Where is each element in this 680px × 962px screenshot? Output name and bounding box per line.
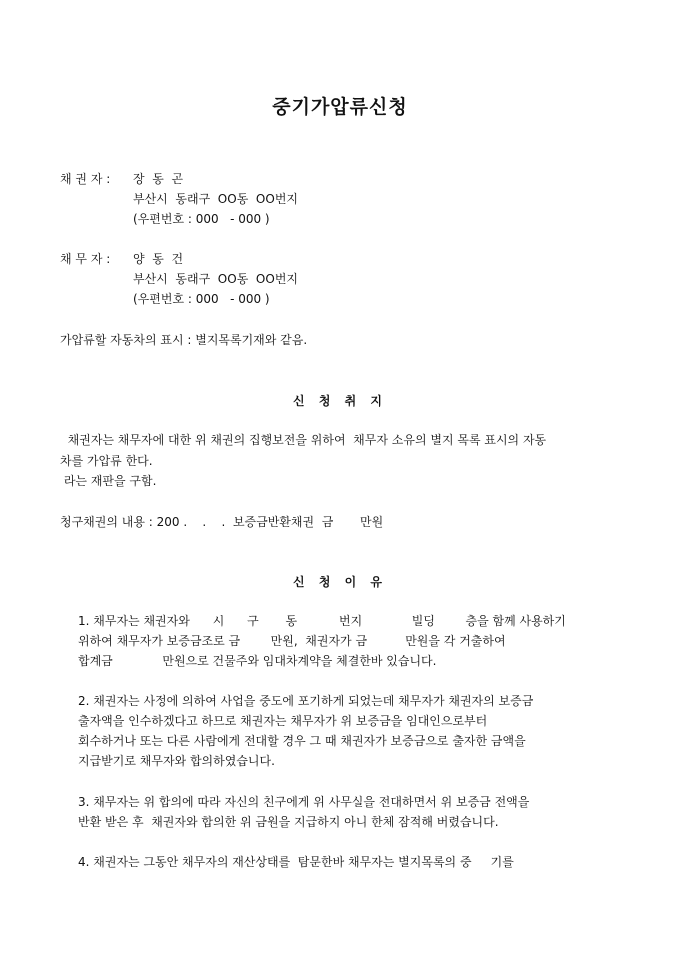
reason-line: 4. 채권자는 그동안 채무자의 재산상태를 탐문한바 채무자는 별지목록의 중 기를 [78, 855, 514, 869]
debtor-address: 부산시 동래구 OO동 OO번지 [133, 272, 298, 286]
creditor-postal: (우편번호 : 000 - 000 ) [133, 212, 270, 226]
debtor-postal: (우편번호 : 000 - 000 ) [133, 292, 270, 306]
purpose-heading: 신 청 취 지 [293, 394, 387, 408]
reason-line: 지급받기로 채무자와 합의하였습니다. [78, 754, 275, 768]
purpose-line: 채권자는 채무자에 대한 위 채권의 집행보전을 위하여 채무자 소유의 별지 목록 표시의 자동 [60, 433, 547, 447]
reason-line: 합계금 만원으로 건물주와 임대차계약을 체결한바 있습니다. [78, 654, 437, 668]
claim-line: 청구채권의 내용 : 200 . . . 보증금반환채권 금 만원 [60, 515, 384, 529]
reason-heading: 신 청 이 유 [293, 575, 387, 589]
reason-line: 위하여 채무자가 보증금조로 금 만원, 채권자가 금 만원을 각 거출하여 [78, 634, 506, 648]
creditor-label: 채 권 자 : [60, 172, 111, 186]
purpose-line: 라는 재판을 구함. [60, 474, 157, 488]
reason-line: 3. 채무자는 위 합의에 따라 자신의 친구에게 위 사무실을 전대하면서 위 보증금 전액을 [78, 795, 530, 809]
purpose-line: 차를 가압류 한다. [60, 454, 153, 468]
reason-line: 1. 채무자는 채권자와 시 구 동 번지 빌딩 층을 함께 사용하기 [78, 614, 566, 628]
reason-line: 회수하거나 또는 다른 사람에게 전대할 경우 그 때 채권자가 보증금으로 출자한 금액을 [78, 734, 526, 748]
creditor-address: 부산시 동래구 OO동 OO번지 [133, 192, 298, 206]
debtor-name: 양 동 건 [133, 252, 184, 266]
reason-line: 반환 받은 후 채권자와 합의한 위 금원을 지급하지 아니 한체 잠적해 버렸습니다. [78, 815, 499, 829]
creditor-name: 장 동 곤 [133, 172, 184, 186]
document-title: 중기가압류신청 [272, 96, 408, 118]
reason-line: 출자액을 인수하겠다고 하므로 채권자는 채무자가 위 보증금을 임대인으로부터 [78, 714, 488, 728]
debtor-label: 채 무 자 : [60, 252, 111, 266]
reason-line: 2. 채권자는 사정에 의하여 사업을 중도에 포기하게 되었는데 채무자가 채권자의 보증금 [78, 694, 534, 708]
vehicle-statement: 가압류할 자동차의 표시 : 별지목록기재와 같음. [60, 333, 308, 347]
